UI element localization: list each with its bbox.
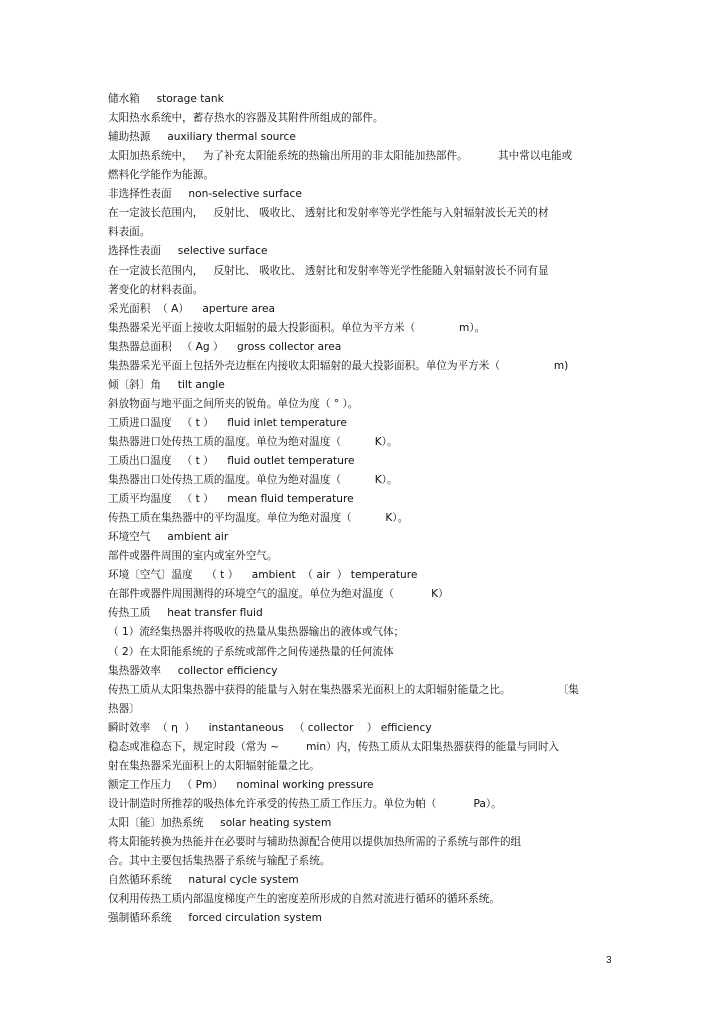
text-line: 料表面。 xyxy=(108,226,151,239)
text-line: 传热工质在集热器中的平均温度。单位为绝对温度（ K）。 xyxy=(108,512,409,525)
text-line: 太阳〔能〕加热系统 solar heating system xyxy=(108,816,332,829)
text-line: 太阳加热系统中， 为了补充太阳能系统的热输出所用的非太阳能加热部件。 其中常以电能或 xyxy=(108,150,573,163)
text-line: 选择性表面 selective surface xyxy=(108,245,268,258)
text-line: 集热器进口处传热工质的温度。单位为绝对温度（ K）。 xyxy=(108,435,398,448)
text-line: 传热工质 heat transfer fluid xyxy=(108,607,263,620)
text-line: 传热工质从太阳集热器中获得的能量与入射在集热器采光面积上的太阳辐射能量之比。 〔集 xyxy=(108,683,579,696)
text-line: 储水箱 storage tank xyxy=(108,93,224,105)
text-line: 强制循环系统 forced circulation system xyxy=(108,912,322,925)
page-number: 3 xyxy=(606,955,612,966)
text-line: 工质进口温度 （ t ） fluid inlet temperature xyxy=(108,416,347,429)
text-line: 工质平均温度 （ t ） mean fluid temperature xyxy=(108,493,354,506)
text-line: 在一定波长范围内， 反射比、 吸收比、 透射比和发射率等光学性能与入射辐射波长无关的材 xyxy=(108,207,549,220)
text-line: 射在集热器采光面积上的太阳辐射能量之比。 xyxy=(108,759,320,772)
text-line: 仅利用传热工质内部温度梯度产生的密度差所形成的自然对流进行循环的循环系统。 xyxy=(108,893,500,906)
text-line: 额定工作压力 （ Pm） nominal working pressure xyxy=(108,778,374,791)
text-line: （ 1）流经集热器并将吸收的热量从集热器输出的液体或气体； xyxy=(108,626,405,639)
text-line: 倾〔斜〕角 tilt angle xyxy=(108,378,225,391)
text-line: （ 2）在太阳能系统的子系统或部件之间传递热量的任何流体 xyxy=(108,645,394,658)
text-line: 合。其中主要包括集热器子系统与输配子系统。 xyxy=(108,855,331,867)
text-line: 集热器总面积 （ Ag ） gross collector area xyxy=(108,340,342,353)
text-line: 在一定波长范围内， 反射比、 吸收比、 透射比和发射率等光学性能随入射辐射波长不同有显 xyxy=(108,264,549,277)
text-line: 稳态或准稳态下，规定时段（常为 ~ min）内，传热工质从太阳集热器获得的能量与同时入 xyxy=(108,740,560,753)
text-line: 环境〔空气〕温度 （ t ） ambient （ air ） temperature xyxy=(108,569,418,582)
text-line: 集热器效率 collector efficiency xyxy=(108,664,278,677)
text-line: 自然循环系统 natural cycle system xyxy=(108,874,299,887)
text-line: 设计制造时所推荐的吸热体允许承受的传热工质工作压力。单位为帕（ Pa）。 xyxy=(108,797,502,810)
text-line: 非选择性表面 non-selective surface xyxy=(108,188,302,201)
text-line: 斜放物面与地平面之间所夹的锐角。单位为度（ ° ）。 xyxy=(108,397,359,410)
text-line: 辅助热源 auxiliary thermal source xyxy=(108,131,296,144)
text-line: 将太阳能转换为热能并在必要时与辅助热源配合使用以提供加热所需的子系统与部件的组 xyxy=(108,836,522,848)
text-line: 热器〕 xyxy=(108,702,140,715)
text-line: 集热器采光平面上包括外壳边框在内接收太阳辐射的最大投影面积。单位为平方米（ m) xyxy=(108,359,569,372)
text-line: 在部件或器件周围测得的环境空气的温度。单位为绝对温度（ K） xyxy=(108,588,449,601)
text-line: 太阳热水系统中，蓄存热水的容器及其附件所组成的部件。 xyxy=(108,112,384,124)
text-line: 著变化的材料表面。 xyxy=(108,283,204,296)
text-line: 燃料化学能作为能源。 xyxy=(108,169,214,182)
text-line: 集热器采光平面上接收太阳辐射的最大投影面积。单位为平方米（ m）。 xyxy=(108,321,486,334)
text-line: 采光面积 （ A） aperture area xyxy=(108,302,275,315)
text-line: 集热器出口处传热工质的温度。单位为绝对温度（ K）。 xyxy=(108,474,398,486)
text-line: 部件或器件周围的室内或室外空气。 xyxy=(108,550,278,563)
text-line: 工质出口温度 （ t ） fluid outlet temperature xyxy=(108,454,355,467)
text-line: 瞬时效率 （ η ） instantaneous （ collector ） efficiency xyxy=(108,721,432,734)
text-line: 环境空气 ambient air xyxy=(108,531,229,544)
